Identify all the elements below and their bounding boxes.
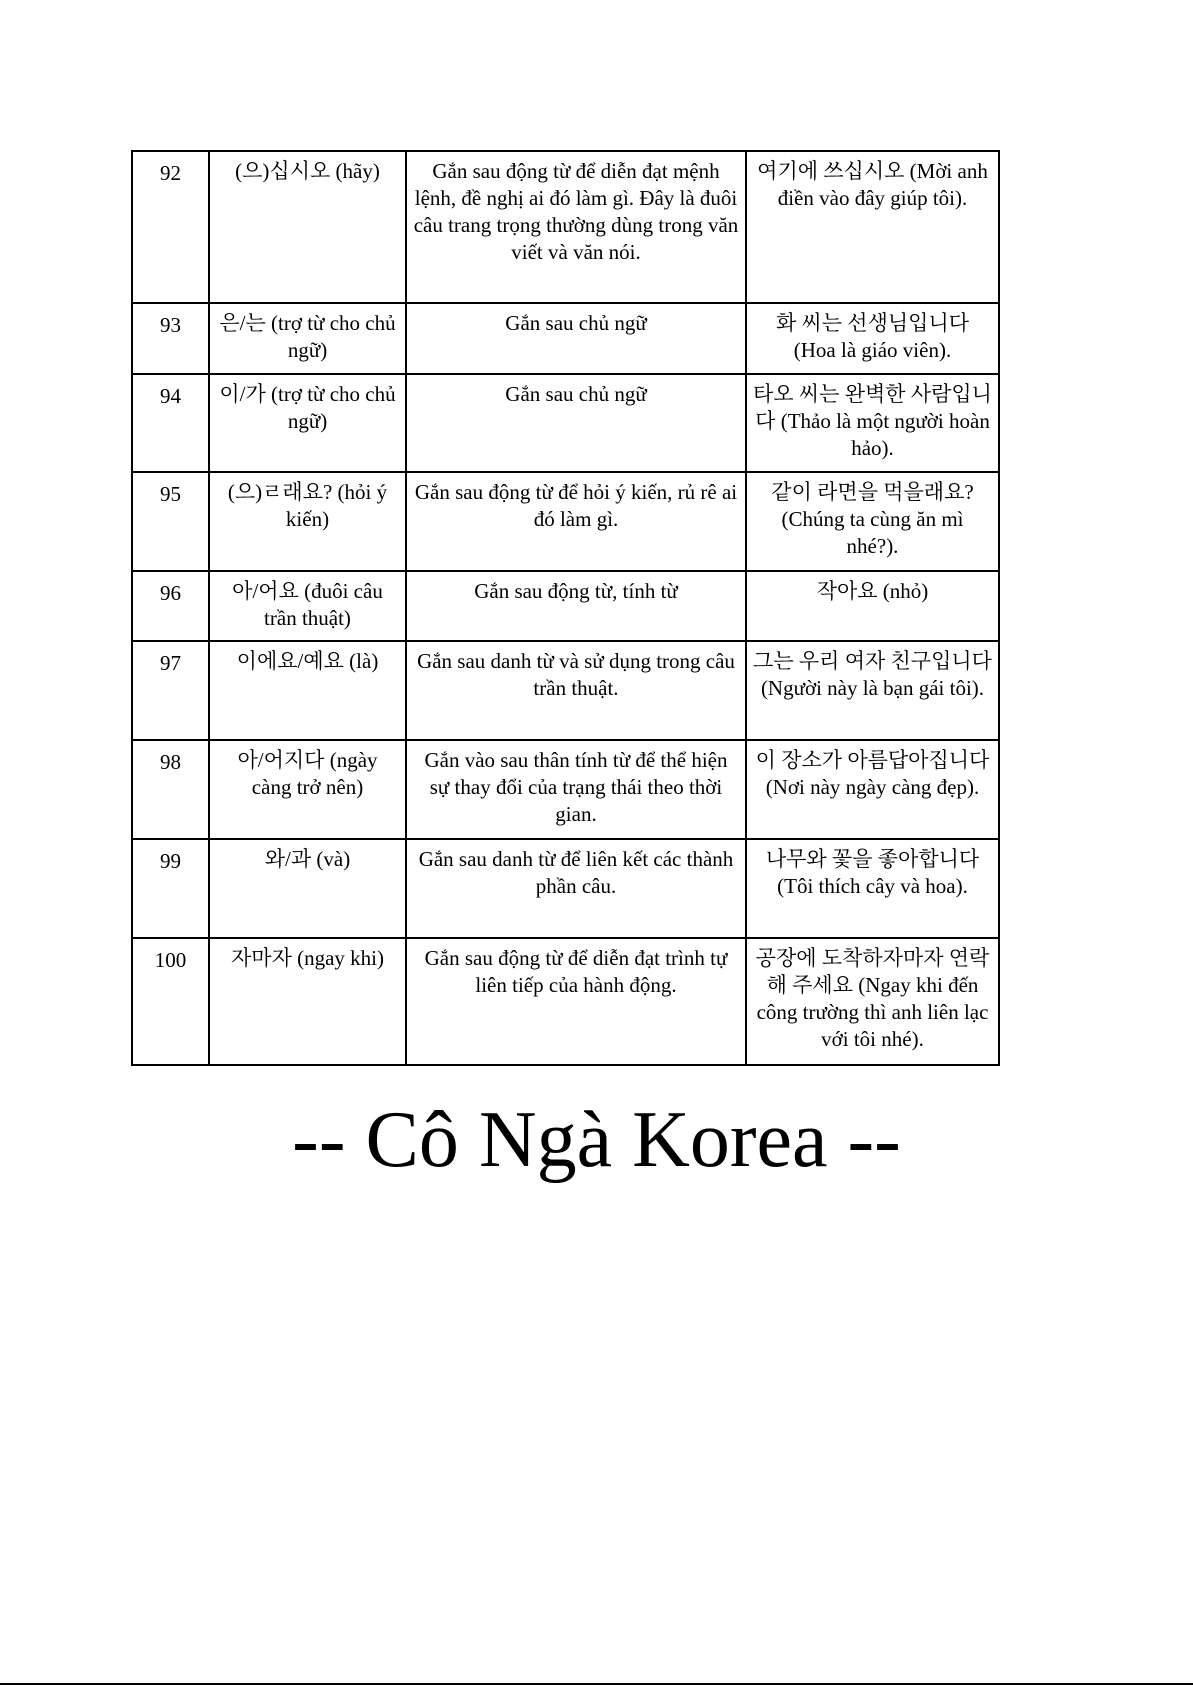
table-row: [132, 303, 999, 374]
grammar-table: [131, 150, 1000, 1066]
row-number: 99: [132, 839, 209, 938]
footer-title: -- Cô Ngà Korea --: [292, 1096, 901, 1184]
grammar-usage: Gắn sau động từ để hỏi ý kiến, rủ rê ai đó làm gì.: [406, 472, 746, 571]
grammar-example: 작아요 (nhỏ): [746, 571, 999, 641]
table-row: [132, 839, 999, 938]
row-number: 98: [132, 740, 209, 839]
grammar-form: 아/어요 (đuôi câu trần thuật): [209, 571, 406, 641]
table-row: [132, 151, 999, 303]
grammar-example: 공장에 도착하자마자 연락해 주세요 (Ngay khi đến công trường thì anh liên lạc với tôi nhé).: [746, 938, 999, 1065]
grammar-example: 타오 씨는 완벽한 사람입니다 (Thảo là một người hoàn hảo).: [746, 374, 999, 472]
grammar-usage: Gắn sau động từ để diễn đạt trình tự liên tiếp của hành động.: [406, 938, 746, 1065]
grammar-usage: Gắn sau động từ để diễn đạt mệnh lệnh, đề nghị ai đó làm gì. Đây là đuôi câu trang trọng thường dùng trong văn viết và văn nói.: [406, 151, 746, 303]
grammar-usage: Gắn vào sau thân tính từ để thể hiện sự thay đổi của trạng thái theo thời gian.: [406, 740, 746, 839]
grammar-example: 같이 라면을 먹을래요? (Chúng ta cùng ăn mì nhé?).: [746, 472, 999, 571]
row-number: 96: [132, 571, 209, 641]
row-number: 95: [132, 472, 209, 571]
grammar-form: 이에요/예요 (là): [209, 641, 406, 740]
table-row: [132, 571, 999, 641]
grammar-usage: Gắn sau chủ ngữ: [406, 374, 746, 472]
grammar-form: (으)십시오 (hãy): [209, 151, 406, 303]
row-number: 97: [132, 641, 209, 740]
grammar-form: 아/어지다 (ngày càng trở nên): [209, 740, 406, 839]
grammar-usage: Gắn sau chủ ngữ: [406, 303, 746, 374]
table-row: [132, 740, 999, 839]
grammar-form: 은/는 (trợ từ cho chủ ngữ): [209, 303, 406, 374]
grammar-example: 여기에 쓰십시오 (Mời anh điền vào đây giúp tôi).: [746, 151, 999, 303]
grammar-example: 그는 우리 여자 친구입니다 (Người này là bạn gái tôi).: [746, 641, 999, 740]
grammar-example: 나무와 꽃을 좋아합니다 (Tôi thích cây và hoa).: [746, 839, 999, 938]
grammar-form: 와/과 (và): [209, 839, 406, 938]
grammar-usage: Gắn sau danh từ để liên kết các thành phần câu.: [406, 839, 746, 938]
table-row: [132, 641, 999, 740]
row-number: 92: [132, 151, 209, 303]
grammar-usage: Gắn sau động từ, tính từ: [406, 571, 746, 641]
grammar-usage: Gắn sau danh từ và sử dụng trong câu trần thuật.: [406, 641, 746, 740]
table-row: [132, 472, 999, 571]
grammar-example: 화 씨는 선생님입니다 (Hoa là giáo viên).: [746, 303, 999, 374]
table-row: [132, 374, 999, 472]
table-row: [132, 938, 999, 1065]
grammar-form: (으)ㄹ래요? (hỏi ý kiến): [209, 472, 406, 571]
row-number: 93: [132, 303, 209, 374]
grammar-example: 이 장소가 아름답아집니다 (Nơi này ngày càng đẹp).: [746, 740, 999, 839]
grammar-form: 자마자 (ngay khi): [209, 938, 406, 1065]
grammar-form: 이/가 (trợ từ cho chủ ngữ): [209, 374, 406, 472]
row-number: 100: [132, 938, 209, 1065]
row-number: 94: [132, 374, 209, 472]
